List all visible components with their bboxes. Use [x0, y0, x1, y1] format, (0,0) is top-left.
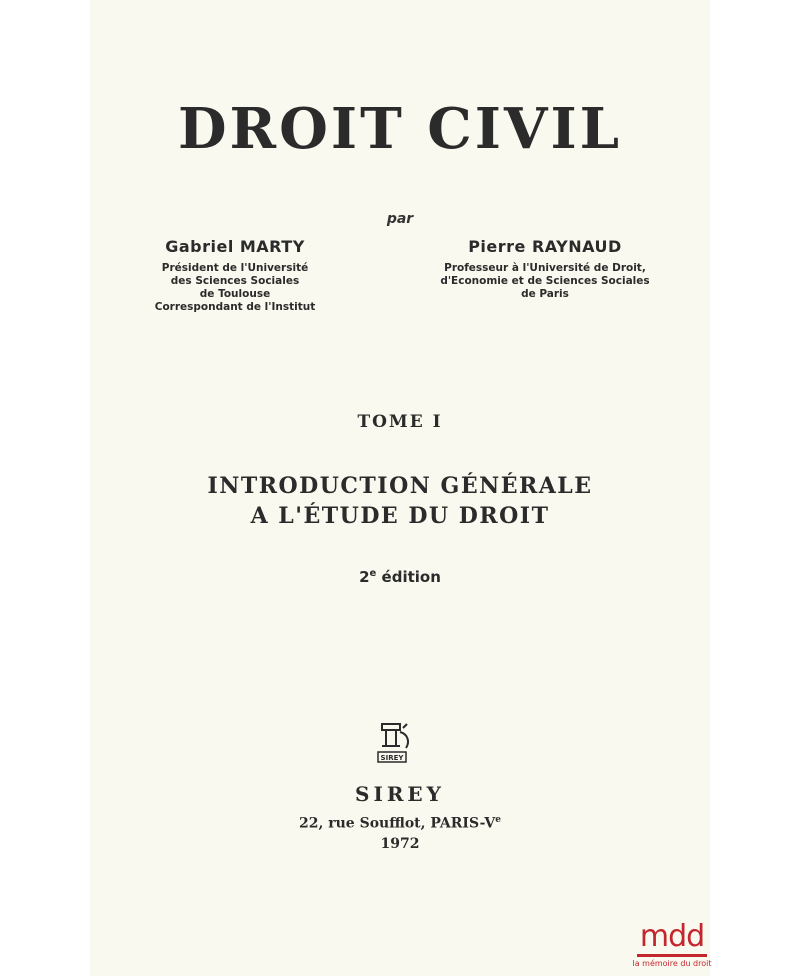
author-2-affiliation-line: Professeur à l'Université de Droit,: [444, 262, 646, 274]
author-2-given-name: Pierre: [468, 237, 526, 256]
address-main: 22, rue Soufflot, PARIS-V: [299, 815, 496, 832]
edition-label: [90, 568, 710, 586]
subtitle-line-1: INTRODUCTION GÉNÉRALE: [207, 473, 593, 499]
volume-label: TOME I: [357, 412, 443, 432]
by-label: par: [386, 211, 414, 227]
watermark-mark: mdd: [639, 919, 705, 954]
edition-ordinal: e: [369, 568, 377, 579]
author-1-affiliation-line: Correspondant de l'Institut: [154, 301, 316, 313]
author-2: [425, 237, 665, 301]
book-subtitle: [90, 471, 710, 531]
author-1-affiliation-line: Président de l'Université: [161, 262, 309, 274]
watermark-logo: [632, 919, 712, 968]
publisher-address: [90, 815, 710, 832]
watermark-bar: [637, 954, 707, 957]
title-page: [90, 0, 710, 976]
author-2-affiliation-line: d'Economie et de Sciences Sociales: [440, 275, 650, 287]
sirey-emblem-icon: [370, 718, 420, 768]
edition-number: 2: [359, 568, 370, 586]
author-1-family-name: MARTY: [239, 237, 305, 256]
publication-year: 1972: [380, 836, 420, 852]
subtitle-line-2: A L'ÉTUDE DU DROIT: [250, 503, 550, 529]
author-1-affiliation-line: de Toulouse: [199, 288, 271, 300]
emblem-text: SIREY: [380, 754, 404, 762]
author-1-name: [130, 237, 340, 256]
author-2-affiliation-line: de Paris: [521, 288, 569, 300]
edition-word: édition: [381, 568, 441, 586]
book-title: DROIT CIVIL: [177, 96, 623, 162]
author-1-given-name: Gabriel: [165, 237, 234, 256]
author-2-name: [425, 237, 665, 256]
author-1: [130, 237, 340, 314]
watermark-tagline: la mémoire du droit: [632, 959, 712, 968]
author-1-affiliation-line: des Sciences Sociales: [170, 275, 300, 287]
author-2-family-name: RAYNAUD: [531, 237, 622, 256]
publisher-name: SIREY: [355, 782, 445, 806]
address-arrondissement-suffix: e: [495, 815, 501, 825]
